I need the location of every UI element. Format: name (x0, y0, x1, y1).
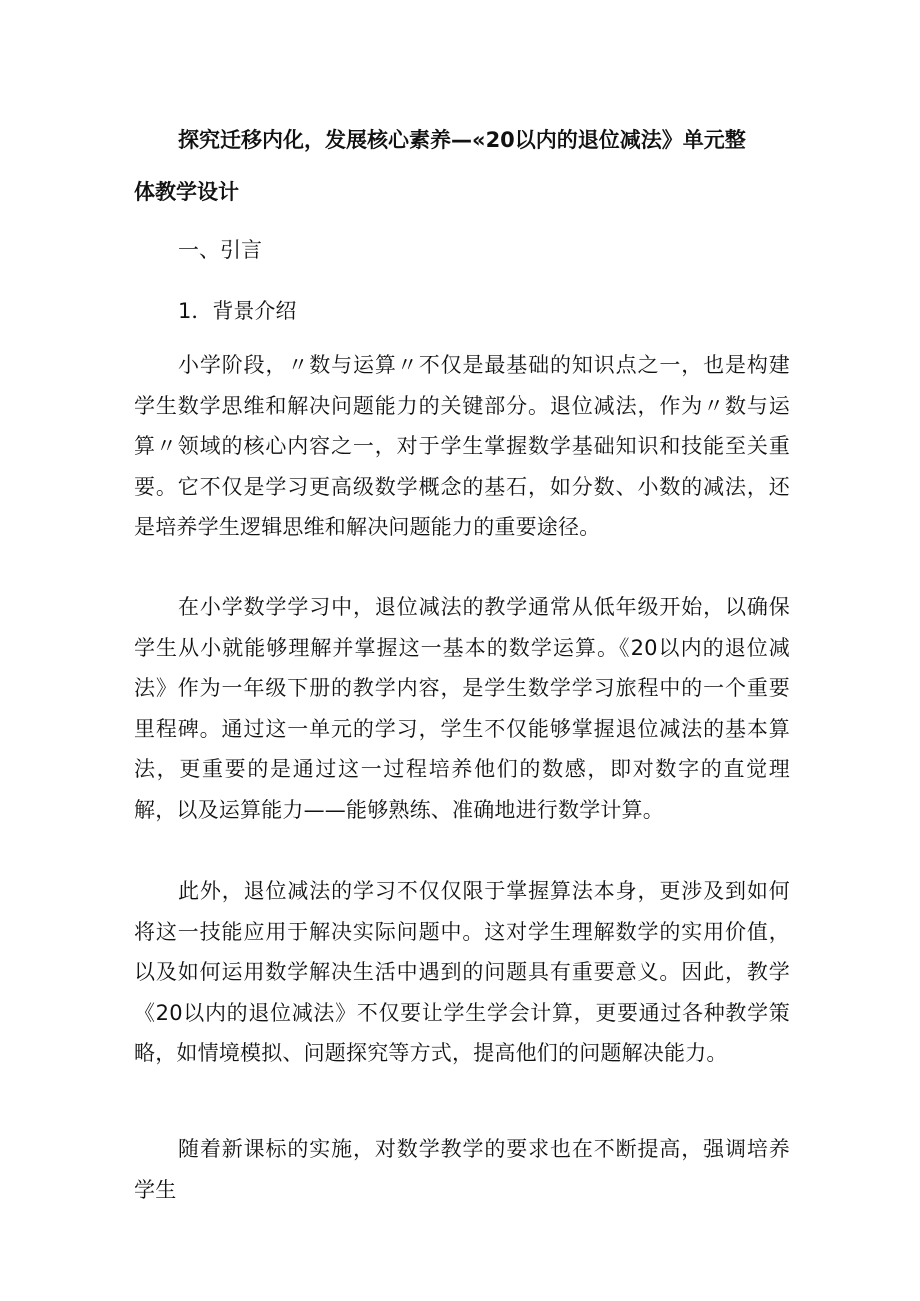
sub-heading: 1．背景介绍 (178, 299, 297, 323)
paragraph: 小学阶段，〃数与运算〃不仅是最基础的知识点之一，也是构建学生数学思维和解决问题能力的关键部分。退位减法，作为〃数与运算〃领域的核心内容之一，对于学生掌握数学基础知识和技能至关重要。它不仅是学习更高级数学概念的基石，如分数、小数的减法，还是培养学生逻辑思维和解决问题能力的重要途径。 (134, 353, 790, 539)
section-heading: 一、引言 (178, 238, 262, 262)
title-line-2: 体教学设计 (134, 180, 239, 204)
document-title (134, 114, 794, 218)
paragraph: 随着新课标的实施，对数学教学的要求也在不断提高，强调培养学生 (134, 1137, 790, 1202)
title-line-1: 探究迁移内化，发展核心素养—«20以内的退位减法》单元整 (178, 128, 746, 152)
paragraph: 在小学数学学习中，退位减法的教学通常从低年级开始，以确保学生从小就能够理解并掌握这一基本的数学运算。《20以内的退位减法》作为一年级下册的教学内容，是学生数学学习旅程中的一个重要里程碑。通过这一单元的学习，学生不仅能够掌握退位减法的基本算法，更重要的是通过这一过程培养他们的数感，即对数字的直觉理解，以及运算能力——能够熟练、准确地进行数学计算。 (134, 595, 790, 822)
paragraph: 此外，退位减法的学习不仅仅限于掌握算法本身，更涉及到如何将这一技能应用于解决实际问题中。这对学生理解数学的实用价值，以及如何运用数学解决生活中遇到的问题具有重要意义。因此，教学《20以内的退位减法》不仅要让学生学会计算，更要通过各种教学策略，如情境模拟、问题探究等方式，提高他们的问题解决能力。 (134, 879, 790, 1065)
